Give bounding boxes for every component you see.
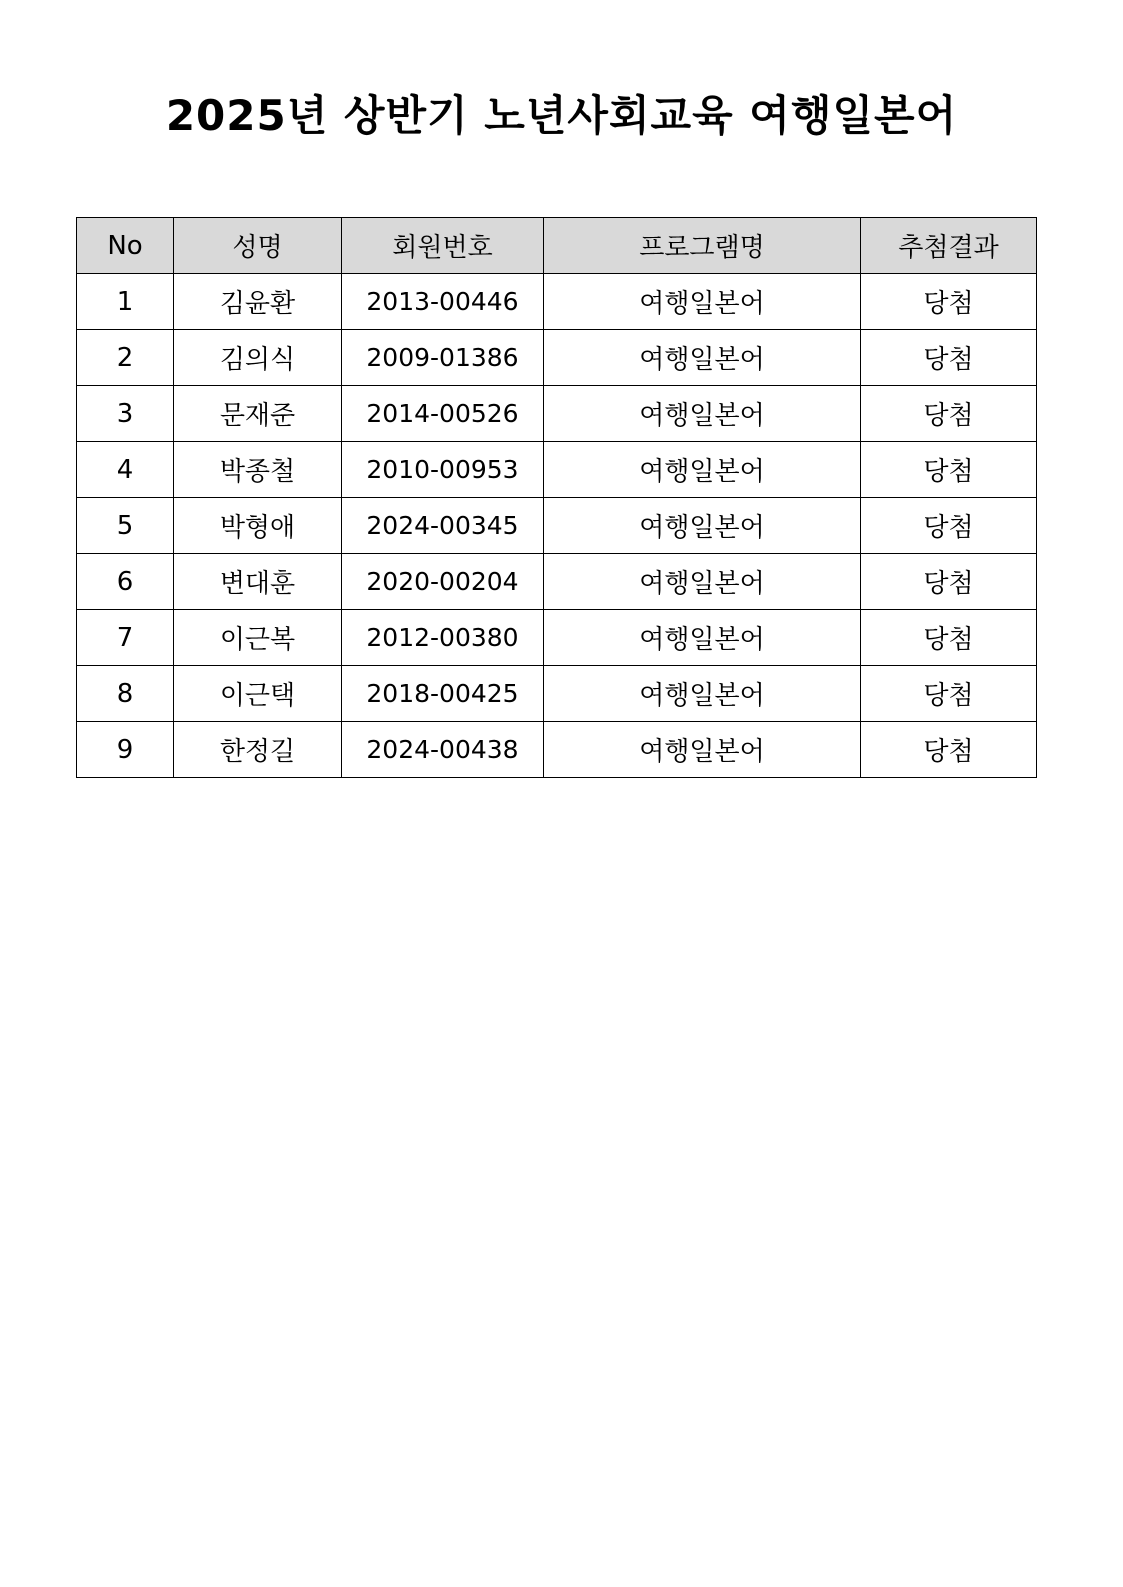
cell-no: 8 (77, 666, 174, 722)
cell-name: 이근택 (174, 666, 342, 722)
cell-no: 1 (77, 274, 174, 330)
cell-name: 김윤환 (174, 274, 342, 330)
cell-result: 당첨 (861, 498, 1037, 554)
column-header-result: 추첨결과 (861, 218, 1037, 274)
cell-member-id: 2014-00526 (342, 386, 544, 442)
cell-no: 4 (77, 442, 174, 498)
cell-name: 이근복 (174, 610, 342, 666)
cell-result: 당첨 (861, 442, 1037, 498)
cell-result: 당첨 (861, 610, 1037, 666)
cell-result: 당첨 (861, 330, 1037, 386)
cell-member-id: 2009-01386 (342, 330, 544, 386)
cell-name: 박종철 (174, 442, 342, 498)
cell-result: 당첨 (861, 666, 1037, 722)
cell-program: 여행일본어 (544, 330, 861, 386)
cell-name: 김의식 (174, 330, 342, 386)
cell-result: 당첨 (861, 554, 1037, 610)
table-row (77, 498, 1037, 554)
cell-no: 3 (77, 386, 174, 442)
column-header-name: 성명 (174, 218, 342, 274)
page-title: 2025년 상반기 노년사회교육 여행일본어 (165, 91, 958, 140)
cell-member-id: 2020-00204 (342, 554, 544, 610)
table-row (77, 554, 1037, 610)
cell-program: 여행일본어 (544, 386, 861, 442)
cell-program: 여행일본어 (544, 274, 861, 330)
cell-no: 6 (77, 554, 174, 610)
cell-program: 여행일본어 (544, 498, 861, 554)
cell-member-id: 2010-00953 (342, 442, 544, 498)
column-header-member-id: 회원번호 (342, 218, 544, 274)
table-row (77, 610, 1037, 666)
cell-member-id: 2024-00438 (342, 722, 544, 778)
cell-program: 여행일본어 (544, 666, 861, 722)
table-row (77, 722, 1037, 778)
cell-name: 한정길 (174, 722, 342, 778)
table-row (77, 274, 1037, 330)
cell-name: 변대훈 (174, 554, 342, 610)
cell-name: 박형애 (174, 498, 342, 554)
cell-result: 당첨 (861, 274, 1037, 330)
cell-result: 당첨 (861, 722, 1037, 778)
table-row (77, 386, 1037, 442)
table-row (77, 330, 1037, 386)
cell-name: 문재준 (174, 386, 342, 442)
cell-program: 여행일본어 (544, 442, 861, 498)
cell-no: 9 (77, 722, 174, 778)
cell-program: 여행일본어 (544, 554, 861, 610)
cell-no: 5 (77, 498, 174, 554)
cell-result: 당첨 (861, 386, 1037, 442)
cell-member-id: 2024-00345 (342, 498, 544, 554)
table-header-row (77, 218, 1037, 274)
cell-no: 7 (77, 610, 174, 666)
cell-member-id: 2013-00446 (342, 274, 544, 330)
column-header-no: No (77, 218, 174, 274)
table-row (77, 442, 1037, 498)
cell-program: 여행일본어 (544, 610, 861, 666)
column-header-program: 프로그램명 (544, 218, 861, 274)
cell-member-id: 2018-00425 (342, 666, 544, 722)
results-table (76, 217, 1037, 778)
cell-program: 여행일본어 (544, 722, 861, 778)
cell-member-id: 2012-00380 (342, 610, 544, 666)
cell-no: 2 (77, 330, 174, 386)
table-row (77, 666, 1037, 722)
